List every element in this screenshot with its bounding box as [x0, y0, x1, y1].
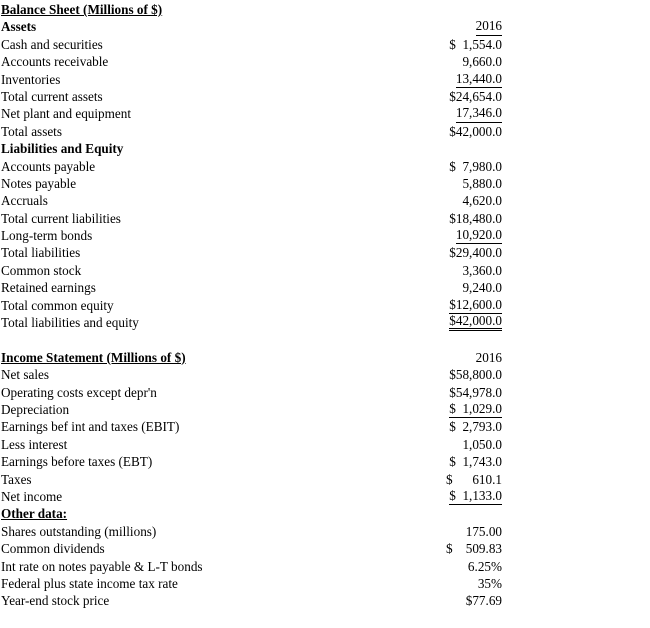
asset-label: Inventories — [1, 71, 61, 87]
other-data-label: Shares outstanding (millions) — [1, 523, 157, 539]
asset-value: 13,440.0 — [456, 71, 502, 88]
income-label: Net income — [1, 488, 63, 504]
other-data-value: 6.25% — [467, 558, 502, 574]
income-row — [0, 471, 650, 488]
income-row — [0, 366, 650, 383]
liability-value: $29,400.0 — [449, 245, 502, 261]
liability-row — [0, 158, 650, 175]
liability-value: 5,880.0 — [462, 175, 502, 191]
asset-row — [0, 123, 650, 140]
income-label: Operating costs except depr'n — [1, 384, 157, 400]
liability-row — [0, 210, 650, 227]
other-data-row — [0, 523, 650, 540]
balance-sheet-title: Balance Sheet (Millions of $) — [1, 2, 163, 17]
income-row — [0, 418, 650, 435]
asset-label: Total assets — [1, 123, 62, 139]
asset-row — [0, 88, 650, 105]
liability-label: Retained earnings — [1, 280, 96, 296]
assets-heading-row — [0, 18, 650, 35]
liability-value: $42,000.0 — [449, 314, 502, 331]
section-spacer — [0, 331, 650, 348]
liability-label: Total common equity — [1, 297, 114, 313]
liability-row — [0, 175, 650, 192]
asset-value: $24,654.0 — [449, 88, 502, 104]
income-statement-title-row — [0, 349, 650, 366]
liability-value: $18,480.0 — [449, 210, 502, 226]
liability-row — [0, 314, 650, 331]
liability-row — [0, 297, 650, 314]
liabilities-heading-row — [0, 140, 650, 157]
asset-row — [0, 71, 650, 88]
income-statement-title: Income Statement (Millions of $) — [1, 349, 186, 365]
liability-label: Notes payable — [1, 175, 77, 191]
income-label: Depreciation — [1, 401, 70, 417]
other-data-title-row — [0, 505, 650, 522]
asset-row — [0, 105, 650, 122]
financial-statements — [0, 1, 650, 610]
other-data-label: Int rate on notes payable & L-T bonds — [1, 558, 203, 574]
income-row — [0, 436, 650, 453]
income-label: Less interest — [1, 436, 68, 452]
liability-row — [0, 192, 650, 209]
income-row — [0, 384, 650, 401]
other-data-label: Year-end stock price — [1, 593, 110, 609]
liability-row — [0, 279, 650, 296]
other-data-label: Common dividends — [1, 541, 105, 557]
asset-row — [0, 36, 650, 53]
liability-row — [0, 244, 650, 261]
liability-row — [0, 227, 650, 244]
income-label: Earnings before taxes (EBT) — [1, 454, 153, 470]
income-value: $ 2,793.0 — [449, 419, 502, 435]
assets-heading: Assets — [1, 19, 37, 35]
income-row — [0, 453, 650, 470]
other-data-value: $ 509.83 — [445, 541, 502, 557]
income-value: $ 1,743.0 — [449, 454, 502, 470]
balance-sheet-year: 2016 — [476, 18, 502, 35]
liability-row — [0, 262, 650, 279]
balance-sheet-title-row — [0, 1, 650, 18]
liability-label: Total liabilities — [1, 245, 81, 261]
liability-label: Long-term bonds — [1, 228, 93, 244]
income-row — [0, 488, 650, 505]
income-value: $54,978.0 — [449, 384, 502, 400]
asset-row — [0, 53, 650, 70]
liability-label: Total liabilities and equity — [1, 315, 139, 331]
liability-value: $ 7,980.0 — [449, 158, 502, 174]
liabilities-heading: Liabilities and Equity — [1, 141, 124, 157]
liability-value: 9,240.0 — [462, 280, 502, 296]
other-data-title: Other data: — [1, 506, 68, 522]
income-row — [0, 401, 650, 418]
other-data-value: 175.00 — [465, 523, 502, 539]
asset-value: $ 1,554.0 — [449, 36, 502, 52]
liability-label: Accruals — [1, 193, 48, 209]
liability-label: Common stock — [1, 262, 82, 278]
liability-value: 4,620.0 — [462, 193, 502, 209]
income-value: $58,800.0 — [449, 367, 502, 383]
other-data-value: 35% — [477, 575, 502, 591]
asset-value: $42,000.0 — [449, 123, 502, 139]
other-data-value: $77.69 — [465, 593, 502, 609]
other-data-row — [0, 558, 650, 575]
asset-label: Net plant and equipment — [1, 106, 132, 122]
asset-value: 9,660.0 — [462, 54, 502, 70]
other-data-row — [0, 575, 650, 592]
liability-value: 3,360.0 — [462, 262, 502, 278]
income-value: $ 1,029.0 — [449, 401, 502, 418]
asset-label: Accounts receivable — [1, 54, 109, 70]
liability-value: 10,920.0 — [456, 227, 502, 244]
liability-label: Total current liabilities — [1, 210, 121, 226]
liability-label: Accounts payable — [1, 158, 96, 174]
asset-value: 17,346.0 — [456, 105, 502, 122]
other-data-row — [0, 540, 650, 557]
asset-label: Cash and securities — [1, 36, 103, 52]
income-label: Net sales — [1, 367, 49, 383]
other-data-row — [0, 592, 650, 609]
income-value: $ 1,133.0 — [449, 488, 502, 505]
liability-value: $12,600.0 — [449, 297, 502, 314]
asset-label: Total current assets — [1, 88, 103, 104]
income-label: Taxes — [1, 471, 32, 487]
income-statement-year: 2016 — [475, 349, 502, 365]
income-value: 1,050.0 — [462, 436, 502, 452]
other-data-label: Federal plus state income tax rate — [1, 575, 178, 591]
income-value: $ 610.1 — [445, 471, 502, 487]
income-label: Earnings bef int and taxes (EBIT) — [1, 419, 180, 435]
